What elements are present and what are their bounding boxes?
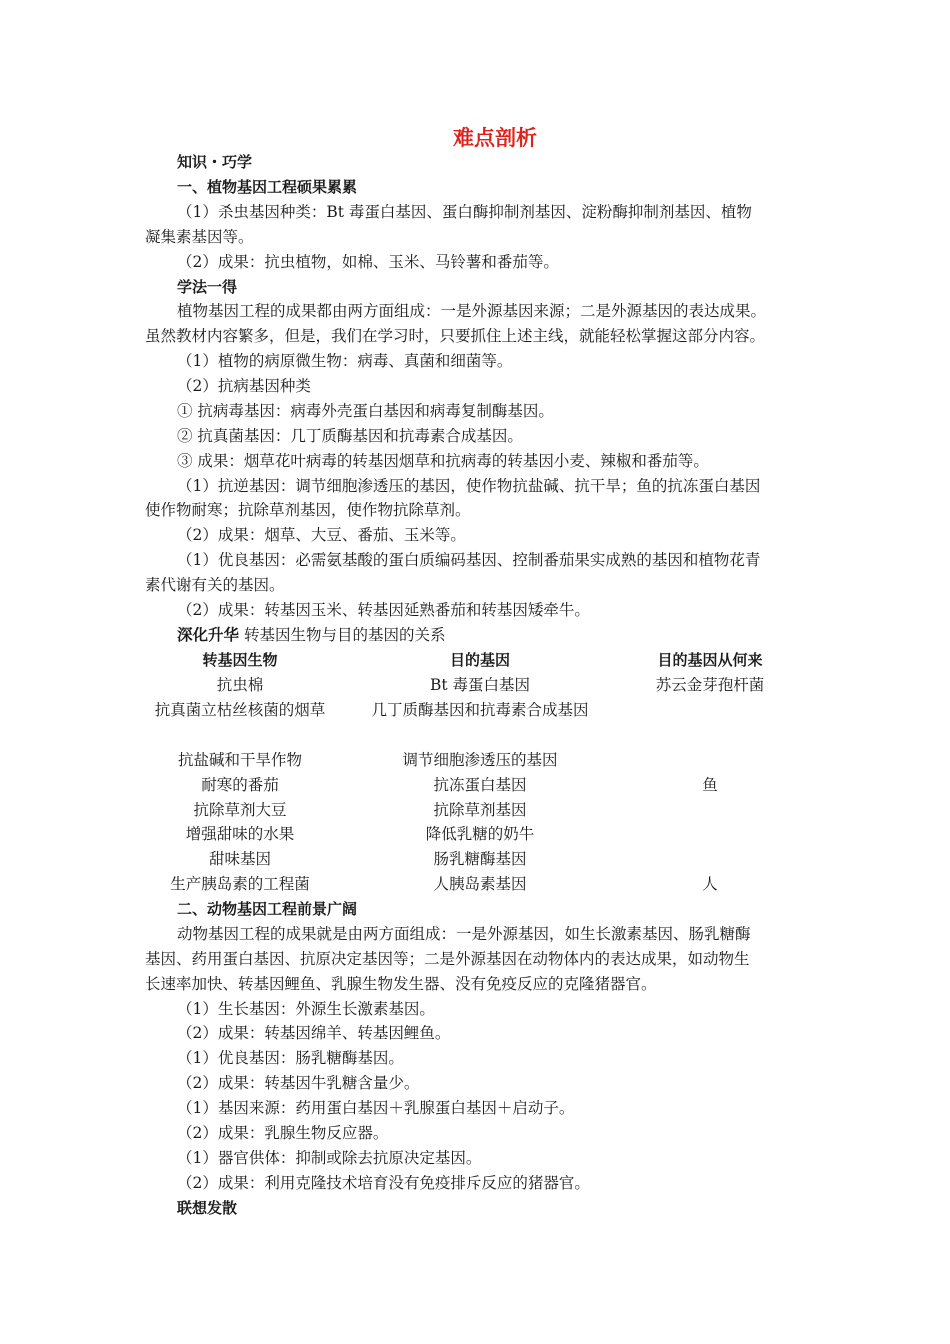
table-cell: 苏云金芽孢杆菌 [655,676,765,694]
section-assoc-heading: 联想发散 [177,1199,238,1217]
paragraph-3b: 虽然教材内容繁多，但是，我们在学习时，只要抓住上述主线，就能轻松掌握这部分内容。 [145,327,766,345]
section-deep-heading: 深化升华 [177,626,240,644]
table-cell: 增强甜味的水果 [185,825,295,843]
table-cell: 人胰岛素基因 [433,875,527,893]
table-header-cell: 目的基因从何来 [657,651,763,669]
paragraph-q1a: 动物基因工程的成果就是由两方面组成：一是外源基因，如生长激素基因、肠乳糖酶 [177,925,751,943]
paragraph-q7: （2）成果：乳腺生物反应器。 [177,1124,389,1142]
paragraph-5: （2）抗病基因种类 [177,377,311,395]
paragraph-q9: （2）成果：利用克隆技术培育没有免疫排斥反应的猪器官。 [177,1174,590,1192]
table-cell: 调节细胞渗透压的基因 [402,751,558,769]
table-cell: 肠乳糖酶基因 [433,850,527,868]
paragraph-q1b: 基因、药用蛋白基因、抗原决定基因等；二是外源基因在动物体内的表达成果，如动物生 [145,950,750,968]
paragraph-11b: 素代谢有关的基因。 [145,576,285,594]
paragraph-3a: 植物基因工程的成果都由两方面组成：一是外源基因来源；二是外源基因的表达成果。 [177,302,767,320]
table-cell: 鱼 [702,776,718,794]
paragraph-q2: （1）生长基因：外源生长激素基因。 [177,1000,435,1018]
paragraph-6: ① 抗病毒基因：病毒外壳蛋白基因和病毒复制酶基因。 [177,402,554,420]
table-cell: 甜味基因 [208,850,271,868]
paragraph-q6: （1）基因来源：药用蛋白基因＋乳腺蛋白基因＋启动子。 [177,1099,575,1117]
paragraph-1a: （1）杀虫基因种类：Bt 毒蛋白基因、蛋白酶抑制剂基因、淀粉酶抑制剂基因、植物 [177,203,752,221]
table-cell: 人 [702,875,718,893]
table-cell: 抗真菌立枯丝核菌的烟草 [154,701,326,719]
section-method-heading: 学法一得 [177,278,238,296]
table-cell: 抗虫棉 [216,676,264,694]
paragraph-9a: （1）抗逆基因：调节细胞渗透压的基因，使作物抗盐碱、抗干旱；鱼的抗冻蛋白基因 [177,477,761,495]
paragraph-8: ③ 成果：烟草花叶病毒的转基因烟草和抗病毒的转基因小麦、辣椒和番茄等。 [177,452,709,470]
table-cell: Bt 毒蛋白基因 [429,676,531,694]
paragraph-1b: 凝集素基因等。 [145,228,254,246]
table-cell: 几丁质酶基因和抗毒素合成基因 [371,701,589,719]
section-knowledge-heading: 知识・巧学 [177,153,253,171]
table-cell: 生产胰岛素的工程菌 [170,875,310,893]
section-1-heading: 一、植物基因工程硕果累累 [177,178,358,196]
table-header-cell: 转基因生物 [202,651,278,669]
paragraph-10: （2）成果：烟草、大豆、番茄、玉米等。 [177,526,466,544]
table-cell: 耐寒的番茄 [201,776,279,794]
table-cell: 抗盐碱和干旱作物 [177,751,302,769]
paragraph-q5: （2）成果：转基因牛乳糖含量少。 [177,1074,420,1092]
paragraph-9b: 使作物耐寒；抗除草剂基因，使作物抗除草剂。 [145,501,471,519]
section-deep-subtitle: 转基因生物与目的基因的关系 [243,626,446,644]
table-cell: 抗冻蛋白基因 [433,776,527,794]
table-cell: 抗除草剂基因 [433,801,527,819]
paragraph-q8: （1）器官供体：抑制或除去抗原决定基因。 [177,1149,482,1167]
paragraph-q3: （2）成果：转基因绵羊、转基因鲤鱼。 [177,1024,451,1042]
table-cell: 降低乳糖的奶牛 [425,825,535,843]
paragraph-12: （2）成果：转基因玉米、转基因延熟番茄和转基因矮牵牛。 [177,601,590,619]
section-2-heading: 二、动物基因工程前景广阔 [177,900,358,918]
paragraph-11a: （1）优良基因：必需氨基酸的蛋白质编码基因、控制番茄果实成熟的基因和植物花青 [177,551,761,569]
paragraph-q1c: 长速率加快、转基因鲤鱼、乳腺生物发生器、没有免疫反应的克隆猪器官。 [145,975,657,993]
table-cell: 抗除草剂大豆 [193,801,287,819]
paragraph-7: ② 抗真菌基因：几丁质酶基因和抗毒素合成基因。 [177,427,523,445]
paragraph-2: （2）成果：抗虫植物，如棉、玉米、马铃薯和番茄等。 [177,253,559,271]
table-header-cell: 目的基因 [449,651,510,669]
paragraph-4: （1）植物的病原微生物：病毒、真菌和细菌等。 [177,352,513,370]
section-deep-line [177,623,857,648]
page-title: 难点剖析 [453,125,537,150]
paragraph-q4: （1）优良基因：肠乳糖酶基因。 [177,1049,404,1067]
